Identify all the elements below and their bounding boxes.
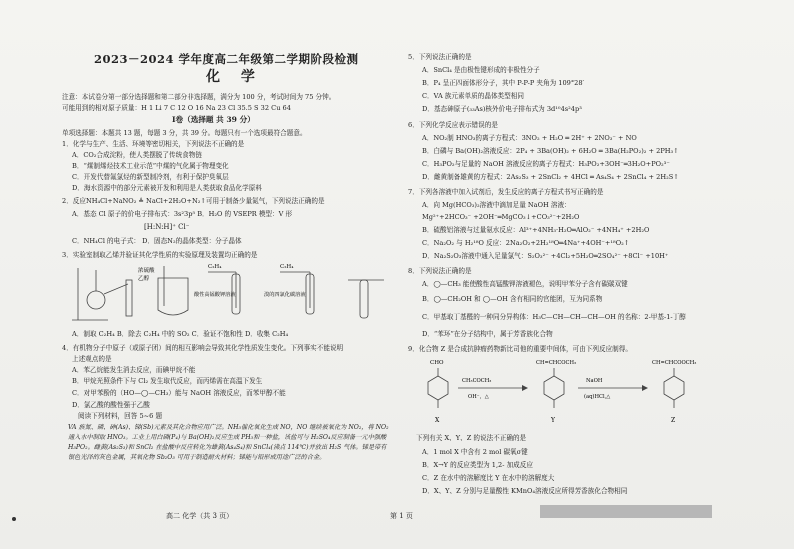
section-heading: Ⅰ卷（选择题 共 39 分） <box>172 115 255 124</box>
question-3-stem: 3．实验室制取乙烯并验证其化学性质的实验原理及装置均正确的是 <box>62 251 258 259</box>
footer-page-number: 第 1 页 <box>390 512 413 520</box>
q2-electron-formula: [H:N:H]⁺ Cl⁻ <box>144 223 190 231</box>
question-8-stem: 8．下列说法正确的是 <box>408 267 472 275</box>
q7-option-a: A．向 Mg(HCO₃)₂溶液中滴加足量 NaOH 溶液： <box>422 201 571 209</box>
question-1-stem: 1．化学与生产、生活、环境等密切相关，下列说法不正确的是 <box>62 140 245 148</box>
q9-reagent-2: NaOH <box>586 378 603 384</box>
q6-option-b: B．白磷与 Ba(OH)₂溶液反应：2P₄ + 3Ba(OH)₂ + 6H₂O ═ 3Ba(H₂PO₂)₂ + 2PH₃↑ <box>422 147 679 155</box>
footer-left: 高二 化学（共 3 页） <box>166 512 234 520</box>
q9-label-z: Z <box>671 417 676 424</box>
question-4-stem: 4．有机物分子中原子（或原子团）间的相互影响会导致其化学性质发生变化。下列事实不能说明 <box>62 344 344 352</box>
corner-mark <box>12 517 16 521</box>
q8-option-a: A．◯—CH₃ 能使酸性高锰酸钾溶液褪色，说明甲苯分子含有碳碳双键 <box>422 280 628 288</box>
q3-label-acid: 浓硫酸 <box>138 268 155 274</box>
q9-y-sub: CH=CHCOCH₃ <box>536 360 577 366</box>
q4-line-1: 上述观点的是 <box>72 355 112 363</box>
q7-option-d: D．Na₂S₂O₃溶液中通入足量氯气：S₂O₃²⁻ +4Cl₂+5H₂O═2SO₄²⁻ +8Cl⁻ +10H⁺ <box>422 252 669 260</box>
q8-option-d: D．“苯环”在分子结构中，属于芳香族化合物 <box>422 330 553 338</box>
q6-option-d: D．雌黄制备雄黄的方程式：2As₂S₃ + 2SnCl₂ + 4HCl ═ As₄S₄ + 2SnCl₄ + 2H₂S↑ <box>422 173 679 181</box>
q9-option-c: C．Z 在水中的溶解度比 Y 在水中的溶解度大 <box>422 474 555 482</box>
section-intro: 单项选择题：本题共 13 题，每题 3 分，共 39 分。每题只有一个选项最符合题意。 <box>62 129 307 137</box>
q9-x-cho: CHO <box>430 360 444 366</box>
q4-option-c: C．对甲苯酚的（HO—◯—CH₃）能与 NaOH 溶液反应，而苯甲醇不能 <box>72 389 286 397</box>
q7-option-b: B．硫酸铝溶液与过量氨水反应：Al³⁺+4NH₃·H₂O═AlO₂⁻ +4NH₄⁺ +2H₂O <box>422 226 650 234</box>
subject-title: 化 学 <box>206 69 263 85</box>
q9-z-sub: CH=CHCOOCH₃ <box>652 360 697 366</box>
q9-option-d: D．X、Y、Z 分别与足量酸性 KMnO₄溶液反应所得芳香族化合物相同 <box>422 487 628 495</box>
q3-apparatus-figure <box>68 260 388 324</box>
q2-option-ab: A．基态 Cl 原子的价电子排布式：3s²3p⁵ B．H₂O 的 VSEPR 模型：V 形 <box>72 210 293 218</box>
question-2-stem: 2．反应NH₄Cl+NaNO₂ ≜ NaCl+2H₂O+N₂↑可用于制备少量氮气，下列说法正确的是 <box>62 197 325 205</box>
q1-option-b: B．“煤制烯烃技术工业示范”中煤的气化属于物理变化 <box>72 162 229 170</box>
q3-label-c2h4-2: C₂H₄ <box>280 264 294 270</box>
q7-option-a-eq: Mg²⁺+2HCO₃⁻ +2OH⁻═MgCO₃↓+CO₃²⁻+2H₂O <box>422 213 580 221</box>
q3-label-bromine: 溴的四氯化碳溶液 <box>264 292 306 298</box>
q3-options: A．制取 C₂H₄ B．除去 C₂H₄ 中的 SO₂ C．验证不饱和性 D．收集 C₂H₄ <box>72 330 289 338</box>
q7-option-c: C．Na₂O₂ 与 H₂¹⁸O 反应：2Na₂O₂+2H₂¹⁸O═4Na⁺+4OH⁻+¹⁸O₂↑ <box>422 239 630 247</box>
q9-reagent-1: CH₃COCH₃ <box>462 378 492 384</box>
q3-label-ethanol: 乙醇 <box>138 276 150 282</box>
q9-label-y: Y <box>551 417 555 424</box>
q8-option-b: B．◯—CH₂OH 和 ◯—OH 含有相同的官能团，互为同系物 <box>422 295 603 303</box>
q3-label-c2h4-1: C₂H₄ <box>208 264 222 270</box>
q8-option-c: C．甲基取丁基醛的一种同分异构体：H₃C—CH—CH—CH—OH 的名称：2-甲基-1-丁醇 <box>422 313 686 321</box>
instruction-line-1: 注意：本试卷分第一部分选择题和第二部分非选择题，满分为 100 分，考试时间为 75 分钟。 <box>62 93 336 101</box>
question-9-sub-stem: 下列有关 X、Y、Z 的说法不正确的是 <box>416 434 527 442</box>
q1-option-a: A．CO₂合成淀粉，使人类摆脱了传统食物链 <box>72 151 202 159</box>
question-5-stem: 5．下列说法正确的是 <box>408 53 472 61</box>
q5-option-a: A．SnCl₄ 是由极性键形成的非极性分子 <box>422 66 540 74</box>
instruction-line-2: 可能用到的相对原子质量：H 1 Li 7 C 12 O 16 Na 23 Cl 35.5 S 32 Cu 64 <box>62 104 291 112</box>
q1-option-d: D．海水资源中的部分元素被开发和利用是人类获取食品化学原料 <box>72 184 262 192</box>
reading-heading: 阅读下列材料，回答 5~6 题 <box>78 412 163 420</box>
q9-option-b: B．X→Y 的反应类型为 1,2- 加成反应 <box>422 461 533 469</box>
q5-option-d: D．基态砷原子(₃₃As)核外价电子排布式为 3d¹⁰4s²4p³ <box>422 105 582 113</box>
q1-option-c: C．开发代替氟氯烃的新型制冷剂，有利于保护臭氧层 <box>72 173 229 181</box>
q4-option-a: A．苯乙烷能发生消去反应，而碘甲烷不能 <box>72 366 196 374</box>
q9-option-a: A．1 mol X 中含有 2 mol 碳氧σ键 <box>422 448 528 456</box>
q6-option-c: C．H₃PO₂与足量的 NaOH 溶液反应的离子方程式：H₃PO₂+3OH⁻═3H₂O+PO₂³⁻ <box>422 160 670 168</box>
q9-condition-1: OH⁻，△ <box>468 394 489 400</box>
q5-option-b: B．P₄ 呈正四面体形分子，其中 P-P-P 夹角为 109°28′ <box>422 79 585 87</box>
q4-option-d: D．氯乙酸的酸性强于乙酸 <box>72 401 150 409</box>
q5-option-c: C．VA 族元素单质的晶体类型相同 <box>422 92 524 100</box>
question-7-stem: 7．下列各溶液中加入试剂后，发生反应的离子方程式书写正确的是 <box>408 188 604 196</box>
question-9-stem: 9．化合物 Z 是合成抗肿瘤药物新比司他的重要中间体，可由下列反应制得。 <box>408 345 632 353</box>
q4-option-b: B．甲烷光照条件下与 Cl₂ 发生取代反应，而丙烯需在高温下发生 <box>72 377 263 385</box>
q2-option-cd: C．NH₄Cl 的电子式： D．固态N₂的晶体类型：分子晶体 <box>72 237 242 245</box>
question-6-stem: 6．下列化学反应表示错误的是 <box>408 121 498 129</box>
q9-label-x: X <box>435 417 440 424</box>
reading-material: VA 族氮、磷、砷(As)、锑(Sb)元素及其化合物应用广泛。NH₃催化氧化生成 NO，NO 继续被氧化为 NO₂，将 NO₂ 通入水中制取 HNO₃。工业上用白磷(P₄)与 Ba(OH)₂反应生成 PH₃和一种盐，该盐可与 H₂SO₄反应制备一元中强酸 H₃PO₂。雌黄(As₂S₃)和 SnCl₂ 在盐酸中反应转化为雄黄(As₄S₄)和 SnCl₄(沸点 114℃)并放出 H₂S 气体。锑是带有银色光泽的灰色金属，其氧化物 Sb₂O₃ 可用于制造耐火材料；锑能与铅形成用途广泛的合金。 <box>68 424 389 461</box>
q3-label-kmno4: 酸性高锰酸钾溶液 <box>194 292 236 298</box>
q6-option-a: A．NO₂制 HNO₃的离子方程式：3NO₂ + H₂O ═ 2H⁺ + 2NO₃⁻ + NO <box>422 134 637 142</box>
q9-reaction-scheme <box>416 354 776 426</box>
exam-title: 2023－2024 学年度高二年级第二学期阶段检测 <box>94 52 359 66</box>
redaction-bar <box>540 505 712 518</box>
q9-condition-2: (aq)HCl,△ <box>584 394 611 400</box>
